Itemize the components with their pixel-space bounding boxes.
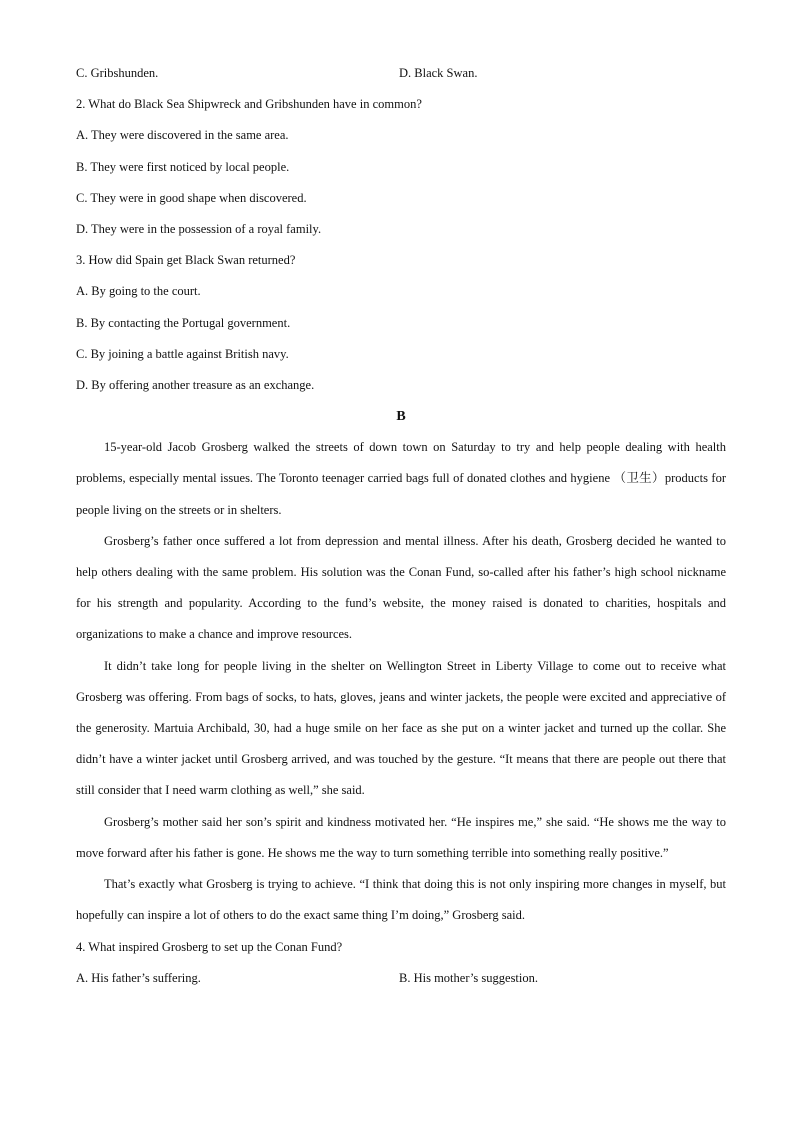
q1-options-row <box>76 58 726 89</box>
q2-option-a: A. They were discovered in the same area. <box>76 128 289 143</box>
q3-option-c: C. By joining a battle against British navy. <box>76 346 289 361</box>
q4-option-b: B. His mother’s suggestion. <box>399 970 539 985</box>
section-title: B <box>396 409 406 425</box>
passage-paragraph-3: It didn’t take long for people living in the shelter on Wellington Street in Liberty Village to come out to receive what Grosberg was offering. From bags of socks, to hats, gloves, jeans and winter jackets, the people were excited and appreciative of the generosity. Martuia Archibald, 30, had a huge smile on her face as she put on a winter jacket and turned up the collar. She didn’t have a winter jacket until Grosberg arrived, and was touched by the gesture. “It means that there are people out there that still consider that I need warm clothing as well,” she said. <box>76 658 726 798</box>
q1-option-c: C. Gribshunden. <box>76 66 159 80</box>
q3-option-b: B. By contacting the Portugal government. <box>76 315 291 330</box>
q3-stem: 3. How did Spain get Black Swan returned? <box>76 253 296 268</box>
passage-paragraph-4: Grosberg’s mother said her son’s spirit and kindness motivated her. “He inspires me,” she said. “He shows me the way to move forward after his father is gone. He shows me the way to turn something terrible into something really positive.” <box>76 814 726 860</box>
q3-option-d: D. By offering another treasure as an exchange. <box>76 377 315 392</box>
q1-option-d: D. Black Swan. <box>399 66 478 80</box>
passage-paragraph-2: Grosberg’s father once suffered a lot from depression and mental illness. After his death, Grosberg decided he wanted to help others dealing with the same problem. His solution was the Conan Fund, so-called after his father’s high school nickname for his strength and popularity. According to the fund’s website, the money raised is donated to charities, hospitals and organizations to make a chance and improve resources. <box>76 533 726 642</box>
q2-option-d: D. They were in the possession of a royal family. <box>76 221 322 236</box>
passage-paragraph-5: That’s exactly what Grosberg is trying to achieve. “I think that doing this is not only inspiring more changes in myself, but hopefully can inspire a lot of others to do the exact same thing I’m doing,” Grosberg said. <box>76 877 726 923</box>
q4-option-a: A. His father’s suffering. <box>76 970 201 985</box>
q2-stem: 2. What do Black Sea Shipwreck and Gribshunden have in common? <box>76 97 422 112</box>
passage-paragraph-1: 15-year-old Jacob Grosberg walked the streets of down town on Saturday to try and help people dealing with health problems, especially mental issues. The Toronto teenager carried bags full of donated clothes and hygiene （卫生）products for people living on the streets or in shelters. <box>76 440 726 517</box>
exam-page <box>76 58 726 994</box>
q4-stem: 4. What inspired Grosberg to set up the Conan Fund? <box>76 939 343 954</box>
q3-option-a: A. By going to the court. <box>76 284 201 299</box>
q2-option-b: B. They were first noticed by local people. <box>76 159 290 174</box>
q2-option-c: C. They were in good shape when discovered. <box>76 190 307 205</box>
q4-options-row <box>76 963 726 994</box>
